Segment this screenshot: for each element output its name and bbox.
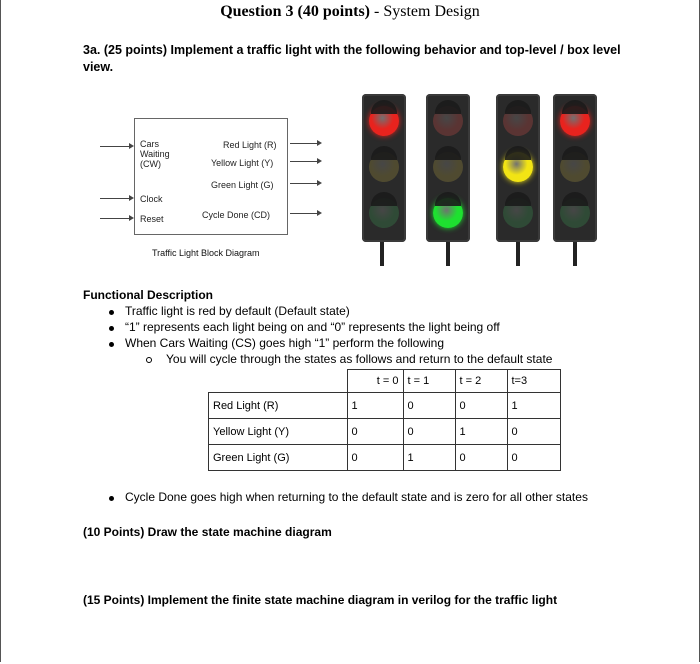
state-table	[208, 369, 561, 471]
traffic-light-pole	[573, 242, 577, 266]
block-diagram-caption: Traffic Light Block Diagram	[152, 248, 260, 258]
row-label: Red Light (R)	[209, 393, 348, 419]
traffic-light-2	[426, 94, 470, 242]
input-clock-label: Clock	[140, 194, 163, 204]
row-label: Green Light (G)	[209, 445, 348, 471]
table-header: t = 0	[347, 370, 403, 393]
description-bullet: Cycle Done goes high when returning to the default state and is zero for all other states	[125, 490, 588, 504]
output-red-label: Red Light (R)	[223, 140, 277, 150]
traffic-light-pole	[516, 242, 520, 266]
table-row	[209, 393, 561, 419]
yellow-lamp	[433, 152, 463, 182]
yellow-lamp	[560, 152, 590, 182]
input-cw-label: Cars Waiting (CW)	[140, 139, 170, 169]
table-cell: 0	[403, 419, 455, 445]
green-output-line	[290, 183, 318, 184]
task-verilog: (15 Points) Implement the finite state machine diagram in verilog for the traffic light	[83, 593, 558, 607]
table-header: t = 1	[403, 370, 455, 393]
traffic-light-3	[496, 94, 540, 242]
description-bullet: Traffic light is red by default (Default state)	[125, 304, 350, 318]
table-header: t = 2	[455, 370, 507, 393]
reset-input-line	[100, 218, 130, 219]
input-reset-label: Reset	[140, 214, 164, 224]
clock-input-line	[100, 198, 130, 199]
yellow-lamp	[369, 152, 399, 182]
red-lamp	[369, 106, 399, 136]
table-cell: 0	[347, 445, 403, 471]
functional-description-heading: Functional Description	[83, 288, 214, 302]
bullet-icon	[109, 496, 114, 501]
red-lamp	[503, 106, 533, 136]
table-cell: 0	[403, 393, 455, 419]
bullet-icon	[109, 310, 114, 315]
green-lamp	[433, 198, 463, 228]
output-green-label: Green Light (G)	[211, 180, 274, 190]
table-cell: 0	[455, 393, 507, 419]
yellow-output-line	[290, 161, 318, 162]
bullet-icon	[109, 342, 114, 347]
yellow-output-arrow	[317, 158, 322, 164]
description-bullet: When Cars Waiting (CS) goes high “1” perform the following	[125, 336, 445, 350]
green-lamp	[560, 198, 590, 228]
block-box	[134, 118, 288, 235]
cw-input-line	[100, 146, 130, 147]
row-label: Yellow Light (Y)	[209, 419, 348, 445]
table-cell: 1	[347, 393, 403, 419]
sub-bullet-icon	[146, 357, 152, 363]
table-header: t=3	[507, 370, 560, 393]
table-cell: 0	[507, 445, 560, 471]
red-output-arrow	[317, 140, 322, 146]
table-cell: 0	[507, 419, 560, 445]
page-title: Question 3 (40 points) - System Design	[220, 3, 480, 20]
table-row	[209, 445, 561, 471]
cd-output-line	[290, 213, 318, 214]
table-row	[209, 419, 561, 445]
table-cell: 0	[347, 419, 403, 445]
traffic-light-1	[362, 94, 406, 242]
output-yellow-label: Yellow Light (Y)	[211, 158, 274, 168]
output-cd-label: Cycle Done (CD)	[202, 210, 271, 220]
red-lamp	[560, 106, 590, 136]
green-lamp	[369, 198, 399, 228]
red-lamp	[433, 106, 463, 136]
table-cell: 1	[403, 445, 455, 471]
green-lamp	[503, 198, 533, 228]
table-cell: 0	[455, 445, 507, 471]
table-header-row	[209, 370, 561, 393]
red-output-line	[290, 143, 318, 144]
description-bullet: “1” represents each light being on and “0” represents the light being off	[125, 320, 500, 334]
task-state-machine: (10 Points) Draw the state machine diagram	[83, 525, 332, 539]
description-sub-bullet: You will cycle through the states as follows and return to the default state	[166, 352, 553, 366]
traffic-light-pole	[380, 242, 384, 266]
question-3a: 3a. (25 points) Implement a traffic light with the following behavior and top-level / box level view.	[83, 43, 621, 74]
traffic-light-4	[553, 94, 597, 242]
yellow-lamp	[503, 152, 533, 182]
table-corner	[209, 370, 348, 393]
cd-output-arrow	[317, 210, 322, 216]
green-output-arrow	[317, 180, 322, 186]
table-cell: 1	[455, 419, 507, 445]
traffic-light-pole	[446, 242, 450, 266]
table-cell: 1	[507, 393, 560, 419]
bullet-icon	[109, 326, 114, 331]
